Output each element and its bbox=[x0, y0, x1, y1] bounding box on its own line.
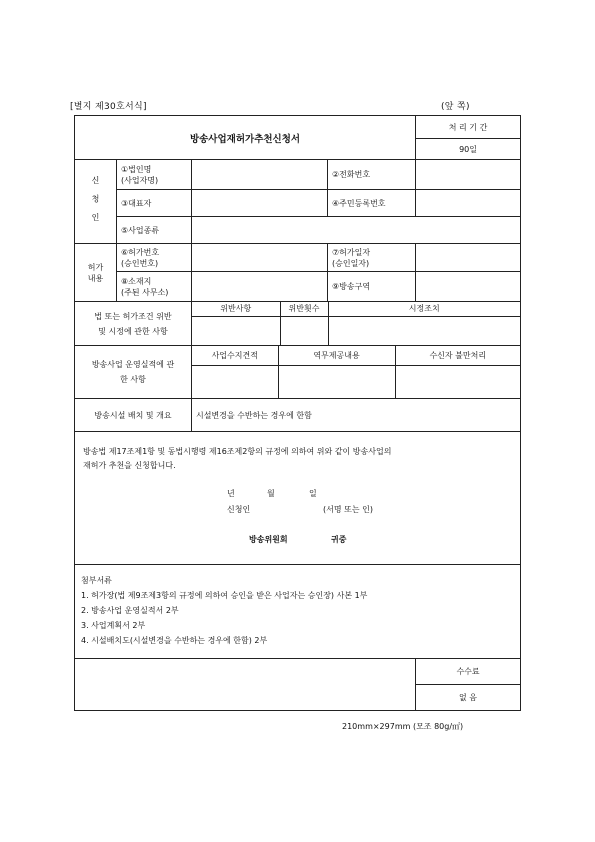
paper-spec: 210mm×297mm (모조 80g/㎡) bbox=[342, 722, 464, 731]
corp-name-line1: ①법인명 bbox=[121, 164, 152, 174]
attachment-item: 4. 시설배치도(시설변경을 수반하는 경우에 한함) 2부 bbox=[81, 636, 268, 645]
violation-label-line1: 법 또는 허가조건 위반 bbox=[94, 311, 172, 321]
permit-section-label bbox=[75, 244, 117, 302]
resident-no-label: ④주민등록번호 bbox=[328, 190, 416, 217]
violation-count-field[interactable] bbox=[280, 316, 328, 345]
revenue-field[interactable] bbox=[192, 365, 278, 398]
permit-date-line2: (승인일자) bbox=[332, 258, 370, 268]
phone-field[interactable] bbox=[416, 160, 521, 190]
attachments-heading: 첨부서류 bbox=[81, 576, 112, 585]
form-number-label: [별지 제30호서식] bbox=[70, 102, 147, 112]
correction-field[interactable] bbox=[328, 316, 520, 345]
business-type-label: ⑤사업종류 bbox=[117, 217, 192, 244]
permit-no-field[interactable] bbox=[192, 244, 328, 272]
corp-name-line2: (사업자명) bbox=[121, 175, 159, 185]
application-form bbox=[74, 115, 521, 711]
attachments-block bbox=[75, 565, 521, 659]
broadcast-area-field[interactable] bbox=[416, 272, 521, 302]
broadcast-area-label: ⑨방송구역 bbox=[328, 272, 416, 302]
fee-stamp-area bbox=[75, 659, 416, 711]
applicant-sign-line bbox=[83, 503, 512, 517]
permit-no-label bbox=[117, 244, 192, 272]
corp-name-field[interactable] bbox=[192, 160, 328, 190]
attachment-item: 1. 허가장(법 제9조제3항의 규정에 의하여 승인을 받은 사업자는 승인장) 사본 1부 bbox=[81, 591, 368, 600]
facility-note[interactable]: 시설변경을 수반하는 경우에 한함 bbox=[192, 399, 521, 432]
attachment-item: 3. 사업계획서 2부 bbox=[81, 621, 146, 630]
violation-label bbox=[75, 302, 192, 346]
fee-label: 수수료 bbox=[416, 659, 521, 685]
col-complaints-header: 수신자 불만처리 bbox=[395, 346, 520, 365]
permit-date-line1: ⑦허가일자 bbox=[332, 247, 371, 257]
day-label: 일 bbox=[309, 489, 317, 498]
addressee: 방송위원회 bbox=[249, 535, 288, 544]
col-count-header: 위반횟수 bbox=[280, 302, 328, 316]
location-field[interactable] bbox=[192, 272, 328, 302]
applicant-section-label bbox=[75, 160, 117, 244]
representative-field[interactable] bbox=[192, 190, 328, 217]
performance-label bbox=[75, 346, 192, 399]
violation-label-line2: 및 시정에 관한 사항 bbox=[98, 326, 168, 336]
attachment-item: 2. 방송사업 운영실적서 2부 bbox=[81, 606, 179, 615]
location-line2: (주된 사무소) bbox=[121, 287, 169, 297]
violation-field[interactable] bbox=[192, 316, 280, 345]
processing-period-value: 90일 bbox=[416, 139, 521, 160]
business-type-field[interactable] bbox=[192, 217, 521, 244]
declaration-text-line2: 재허가 추천을 신청합니다. bbox=[83, 461, 176, 470]
signature-note: (서명 또는 인) bbox=[323, 505, 373, 514]
corp-name-label bbox=[117, 160, 192, 190]
phone-label: ②전화번호 bbox=[328, 160, 416, 190]
applicant-section-text: 신 청 인 bbox=[91, 175, 100, 226]
declaration-block bbox=[75, 432, 521, 565]
complaints-field[interactable] bbox=[395, 365, 520, 398]
col-violation-header: 위반사항 bbox=[192, 302, 280, 316]
service-field[interactable] bbox=[278, 365, 395, 398]
permit-no-line1: ⑥허가번호 bbox=[121, 247, 160, 257]
form-title: 방송사업재허가추천신청서 bbox=[75, 116, 416, 160]
col-service-header: 역무제공내용 bbox=[278, 346, 395, 365]
col-revenue-header: 사업수지견적 bbox=[192, 346, 278, 365]
page-side-label: (앞 쪽) bbox=[441, 102, 470, 112]
resident-no-field[interactable] bbox=[416, 190, 521, 217]
honorific: 귀중 bbox=[331, 535, 347, 544]
permit-section-line2: 내용 bbox=[87, 273, 104, 283]
addressee-line bbox=[83, 533, 512, 547]
performance-grid bbox=[192, 346, 521, 399]
applicant-sign-label: 신청인 bbox=[227, 505, 251, 514]
location-line1: ⑧소재지 bbox=[121, 276, 152, 286]
year-label: 년 bbox=[227, 489, 235, 498]
location-label bbox=[117, 272, 192, 302]
col-correction-header: 시정조치 bbox=[328, 302, 520, 316]
processing-period-label: 처 리 기 간 bbox=[416, 116, 521, 139]
performance-label-line1: 방송사업 운영실적에 관 bbox=[91, 360, 175, 369]
permit-section-line1: 허가 bbox=[87, 262, 104, 272]
permit-date-field[interactable] bbox=[416, 244, 521, 272]
permit-date-label bbox=[328, 244, 416, 272]
permit-no-line2: (승인번호) bbox=[121, 258, 159, 268]
month-label: 월 bbox=[267, 489, 275, 498]
facility-label: 방송시설 배치 및 개요 bbox=[75, 399, 192, 432]
violation-grid bbox=[192, 302, 521, 346]
declaration-text-line1: 방송법 제17조제1항 및 동법시행령 제16조제2항의 규정에 의하여 위와 같이 방송사업의 bbox=[83, 447, 392, 456]
fee-value: 없 음 bbox=[416, 685, 521, 711]
performance-label-line2: 한 사항 bbox=[120, 375, 146, 384]
date-line bbox=[83, 487, 512, 501]
representative-label: ③대표자 bbox=[117, 190, 192, 217]
